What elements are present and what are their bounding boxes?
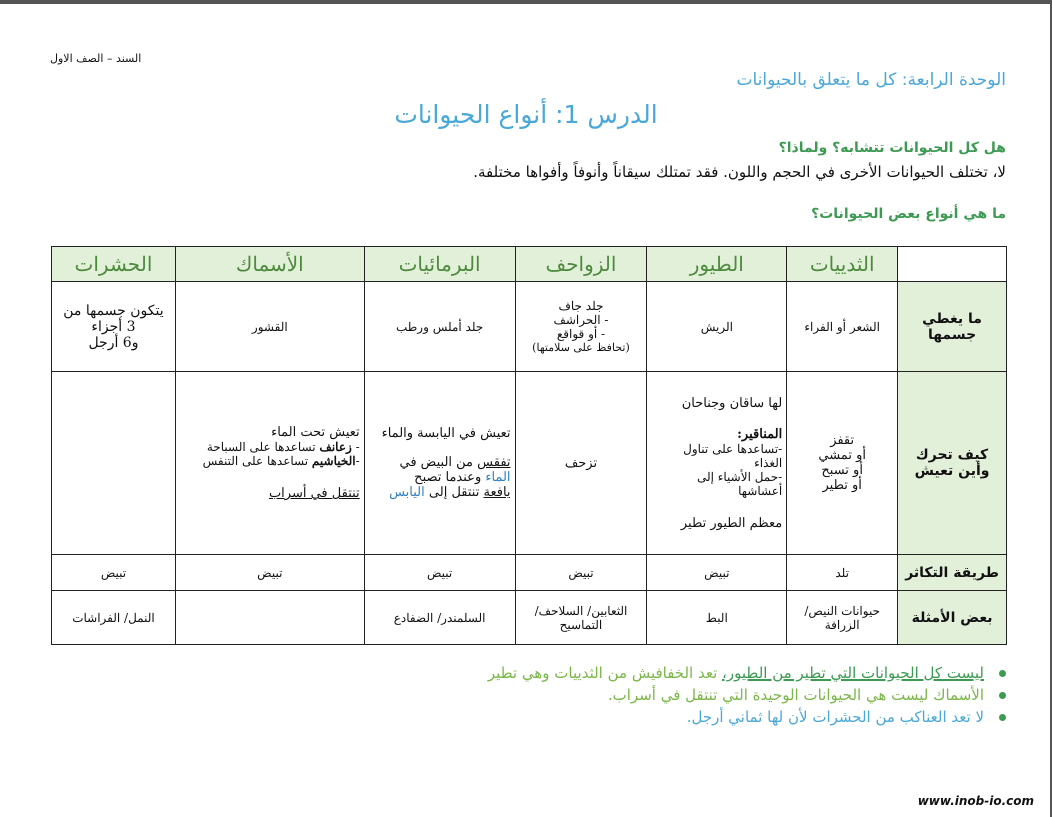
cell-birds-examples: البط — [647, 591, 787, 645]
cell-fish-examples — [175, 591, 364, 645]
lesson-title: الدرس 1: أنواع الحيوانات — [394, 100, 658, 129]
mammals-movement-line: أو تسبح — [821, 463, 863, 478]
unit-title: الوحدة الرابعة: كل ما يتعلق بالحيوانات — [736, 70, 1006, 90]
cell-mammals-examples — [787, 591, 898, 645]
cell-birds-movement — [647, 372, 787, 555]
top-border — [0, 0, 1052, 4]
insects-covering-line: يتكون جسمها من — [63, 302, 164, 319]
cell-amphibians-covering: جلد أملس ورطب — [364, 282, 515, 372]
table-row-covering — [52, 282, 1007, 372]
table-row-reproduction — [52, 555, 1007, 591]
fish-schools: تنتقل في أسراب — [268, 486, 360, 501]
reptiles-example-line: الثعابين/ السلاحف/ — [534, 603, 628, 618]
amphibians-hatch: تفقس — [477, 455, 511, 470]
bullet-icon — [999, 670, 1006, 677]
mammals-example-line: حيوانات النيص/ — [804, 603, 880, 618]
cell-mammals-movement — [787, 372, 898, 555]
amphibians-adult: يافعة — [483, 485, 511, 500]
note-item — [488, 664, 1006, 682]
cell-reptiles-movement: تزحف — [515, 372, 647, 555]
col-fish: الأسماك — [175, 247, 364, 282]
cell-insects-movement — [52, 372, 176, 555]
cell-insects-covering — [52, 282, 176, 372]
col-amphibians: البرمائيات — [364, 247, 515, 282]
cell-amphibians-examples: السلمندر/ الضفادع — [364, 591, 515, 645]
fish-fins: زعانف — [319, 440, 352, 454]
reptiles-covering-line: جلد جاف — [558, 299, 604, 313]
table-row-movement — [52, 372, 1007, 555]
note-item — [488, 708, 1006, 726]
amphibians-line2 — [369, 455, 511, 470]
mammals-movement-line: أو تمشي — [818, 448, 866, 463]
row-label-examples: بعض الأمثلة — [898, 591, 1007, 645]
amphibians-land: اليابس — [389, 485, 425, 500]
bullet-icon — [999, 692, 1006, 699]
row-label-covering: ما يغطي جسمها — [898, 282, 1007, 372]
fish-fins-line — [180, 440, 360, 454]
note2-text: الأسماك ليست هي الحيوانات الوحيدة التي تنتقل في أسراب. — [607, 686, 984, 704]
cell-fish-reproduction: تبيض — [175, 555, 364, 591]
cell-amphibians-movement — [364, 372, 515, 555]
amphibians-move-to: تنتقل إلى — [428, 485, 480, 500]
cell-mammals-covering: الشعر أو الفراء — [787, 282, 898, 372]
note-item — [488, 686, 1006, 704]
mammals-movement-line: أو تطير — [822, 478, 862, 493]
insects-covering-line: و6 أرجل — [88, 334, 139, 351]
reptiles-covering-line: - أو قواقع — [556, 327, 606, 341]
birds-beaks-line: -حمل الأشياء إلى — [696, 469, 783, 484]
cell-fish-movement — [175, 372, 364, 555]
row-label-reproduction: طريقة التكاثر — [898, 555, 1007, 591]
reptiles-covering-line: (تحافظ على سلامتها) — [532, 341, 630, 354]
row-label-movement: كيف تحرك وأين تعيش — [898, 372, 1007, 555]
reptiles-covering-line: - الحراشف — [553, 313, 609, 327]
website-link[interactable]: www.inob-io.com — [917, 794, 1034, 808]
col-insects: الحشرات — [52, 247, 176, 282]
cell-reptiles-covering — [515, 282, 647, 372]
fish-gills: الخياشيم — [311, 454, 356, 468]
birds-movement-line: لها ساقان وجناحان — [681, 395, 783, 411]
note1-underlined: ليست كل الحيوانات التي تطير من الطيور، — [722, 664, 984, 682]
fish-gills-line — [180, 454, 360, 468]
course-label: السند – الصف الاول — [50, 52, 142, 65]
birds-beaks-line: -تساعدها على تناول — [683, 441, 783, 456]
col-birds: الطيور — [647, 247, 787, 282]
amphibians-line4 — [369, 485, 511, 500]
amphibians-line3 — [369, 470, 511, 485]
question-types: ما هي أنواع بعض الحيوانات؟ — [811, 206, 1006, 222]
fins-prefix: - — [351, 440, 360, 454]
birds-beaks-line: أعشاشها — [738, 483, 783, 498]
corner-cell — [898, 247, 1007, 282]
col-reptiles: الزواحف — [515, 247, 647, 282]
birds-beaks-title: المناقير: — [737, 426, 783, 442]
cell-reptiles-examples — [515, 591, 647, 645]
animal-types-table — [51, 246, 1007, 645]
cell-insects-reproduction: تبيض — [52, 555, 176, 591]
fish-fins-text: تساعدها على السباحة — [206, 440, 316, 454]
cell-birds-reproduction: تبيض — [647, 555, 787, 591]
gills-prefix: - — [355, 454, 360, 468]
table-header-row — [52, 247, 1007, 282]
table-row-examples — [52, 591, 1007, 645]
question-similarity: هل كل الحيوانات تتشابه؟ ولماذا؟ — [778, 140, 1006, 156]
amphibians-line1: تعيش في اليابسة والماء — [381, 426, 511, 441]
amphibians-become: وعندما تصبح — [414, 470, 482, 485]
reptiles-example-line: التماسيح — [559, 617, 603, 632]
note3-text: لا تعد العناكب من الحشرات لأن لها ثماني أرجل. — [686, 708, 984, 726]
cell-mammals-reproduction: تلد — [787, 555, 898, 591]
cell-reptiles-reproduction: تبيض — [515, 555, 647, 591]
birds-movement-last: معظم الطيور تطير — [680, 515, 783, 531]
col-mammals: الثدييات — [787, 247, 898, 282]
cell-insects-examples: النمل/ الفراشات — [52, 591, 176, 645]
fish-gills-text: تساعدها على التنفس — [202, 454, 309, 468]
cell-birds-covering: الريش — [647, 282, 787, 372]
notes-list — [488, 664, 1006, 730]
fish-line1: تعيش تحت الماء — [271, 425, 360, 440]
answer-similarity: لا، تختلف الحيوانات الأخرى في الحجم واللون. فقد تمتلك سيقاناً وأنوفاً وأفواها مختلفة. — [473, 163, 1006, 181]
amphibians-from-eggs: من البيض في — [399, 455, 474, 470]
mammals-movement-line: تقفز — [830, 433, 855, 448]
mammals-example-line: الزرافة — [824, 617, 860, 632]
insects-covering-line: 3 أجزاء — [91, 318, 136, 335]
note1-rest: تعد الخفافيش من الثدييات وهي تطير — [487, 664, 723, 682]
birds-beaks-line: الغذاء — [754, 455, 783, 470]
cell-amphibians-reproduction: تبيض — [364, 555, 515, 591]
bullet-icon — [999, 714, 1006, 721]
cell-fish-covering: القشور — [175, 282, 364, 372]
amphibians-water: الماء — [485, 470, 511, 485]
